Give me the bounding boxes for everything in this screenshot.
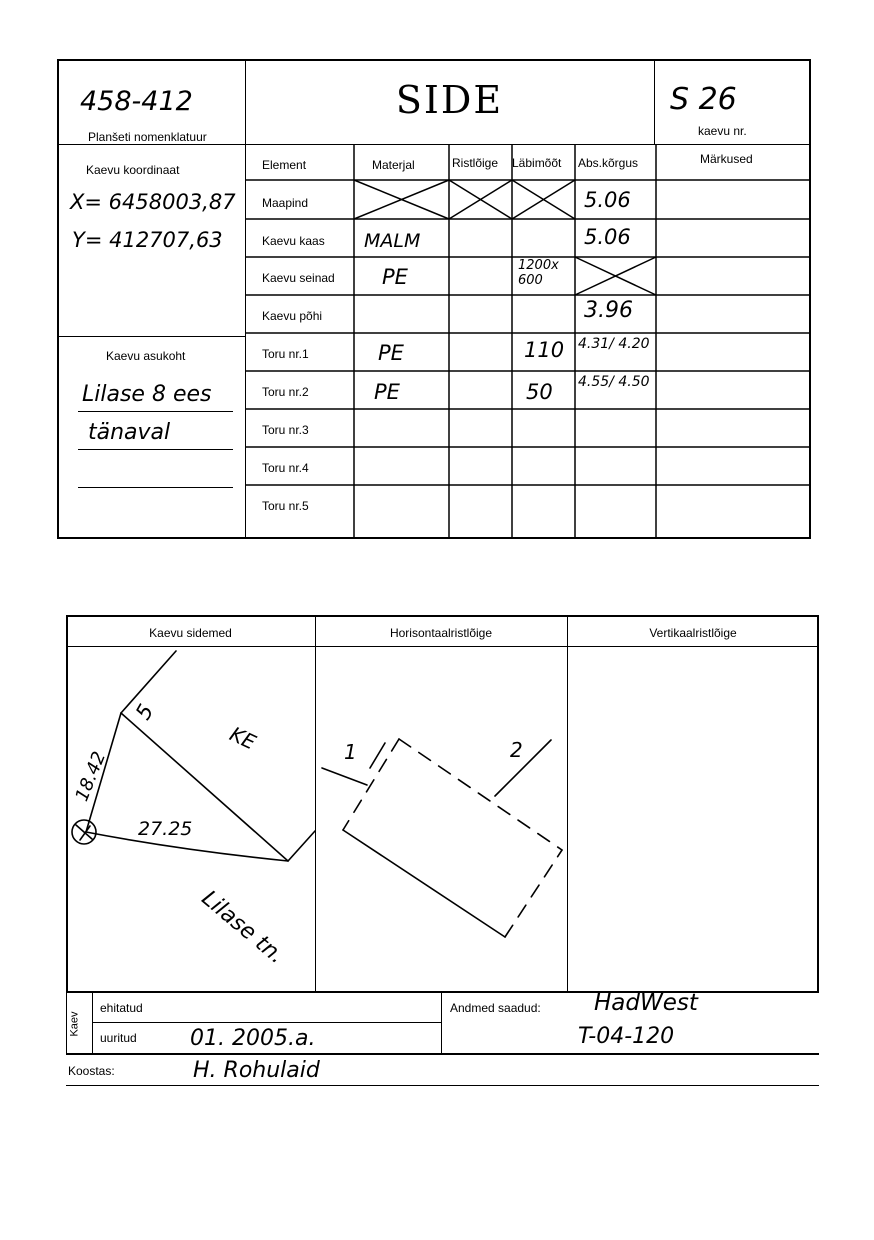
- built-label: ehitatud: [100, 1001, 143, 1015]
- page-title: SIDE: [395, 78, 504, 122]
- row-label: Kaevu kaas: [262, 234, 325, 248]
- well-number-label: kaevu nr.: [698, 124, 747, 138]
- cell-abs-height: 5.06: [584, 188, 631, 212]
- sketch-header-connections: Kaevu sidemed: [149, 626, 232, 640]
- element-table-grid: [0, 0, 874, 560]
- surveyed-label: uuritud: [100, 1031, 137, 1045]
- surveyed-value: 01. 2005.a.: [190, 1026, 316, 1051]
- nomenclature-value: 458-412: [80, 86, 193, 117]
- coordinate-x: X= 6458003,87: [70, 190, 236, 214]
- footer-side-divider: [92, 993, 93, 1053]
- connection-sketch: [0, 600, 874, 1000]
- column-header-element: Element: [262, 158, 307, 172]
- row-label: Toru nr.1: [262, 347, 309, 361]
- ke-label: KE: [226, 721, 260, 755]
- location-label: Kaevu asukoht: [106, 349, 186, 363]
- row-label: Toru nr.5: [262, 499, 309, 513]
- row-label: Kaevu põhi: [262, 309, 323, 323]
- compiled-value: H. Rohulaid: [193, 1058, 320, 1083]
- cell-diameter: 50: [526, 380, 553, 404]
- dimension-27-25: 27.25: [138, 818, 193, 840]
- column-header-diameter: Läbimõõt: [512, 156, 562, 170]
- well-number-value: S 26: [670, 82, 737, 117]
- data-source-value-1: HadWest: [594, 990, 698, 1016]
- location-line-2: tänaval: [88, 420, 171, 445]
- cell-diameter: 1200x 600: [518, 258, 559, 288]
- street-label: Lilase tn.: [196, 885, 289, 970]
- row-label: Toru nr.3: [262, 423, 309, 437]
- footer-bottom-line: [66, 1053, 819, 1055]
- cell-abs-height: 4.31/ 4.20: [578, 336, 650, 352]
- row-label: Toru nr.2: [262, 385, 309, 399]
- cell-abs-height: 3.96: [584, 298, 633, 323]
- cell-abs-height: 4.55/ 4.50: [578, 374, 650, 390]
- row-label: Kaevu seinad: [262, 271, 335, 285]
- sketch-header-vertical: Vertikaalristlõige: [649, 626, 737, 640]
- cell-material: PE: [382, 265, 408, 289]
- cell-abs-height: 5.06: [584, 225, 631, 249]
- dimension-18-42: 18.42: [71, 748, 111, 805]
- row-label: Toru nr.4: [262, 461, 309, 475]
- data-source-value-2: T-04-120: [578, 1024, 675, 1049]
- column-header-cross-section: Ristlõige: [452, 156, 499, 170]
- column-header-abs-height: Abs.kõrgus: [578, 156, 639, 170]
- footer-side-label: Kaev: [68, 1011, 81, 1037]
- sketch-header-horizontal: Horisontaalristlõige: [389, 626, 493, 640]
- cell-material: MALM: [364, 230, 421, 252]
- dimension-5: 5: [130, 700, 159, 724]
- location-line-1: Lilase 8 ees: [82, 382, 212, 407]
- cell-material: PE: [374, 380, 400, 404]
- compiled-bottom-line: [66, 1085, 819, 1086]
- column-header-material: Materjal: [372, 158, 415, 172]
- cell-material: PE: [378, 341, 404, 365]
- coordinates-label: Kaevu koordinaat: [86, 163, 180, 177]
- coordinate-y: Y= 412707,63: [72, 228, 223, 252]
- compiled-label: Koostas:: [68, 1064, 115, 1078]
- pipe-2-label: 2: [510, 738, 523, 762]
- row-label: Maapind: [262, 196, 309, 210]
- footer-row-line: [92, 1022, 441, 1023]
- cell-diameter: 110: [524, 338, 565, 362]
- footer-left-border: [66, 993, 67, 1053]
- nomenclature-label: Planšeti nomenklatuur: [88, 130, 207, 144]
- footer-mid-divider: [441, 993, 442, 1053]
- pipe-1-label: 1: [344, 740, 357, 764]
- column-header-notes: Märkused: [700, 152, 753, 166]
- data-source-label: Andmed saadud:: [450, 1001, 541, 1015]
